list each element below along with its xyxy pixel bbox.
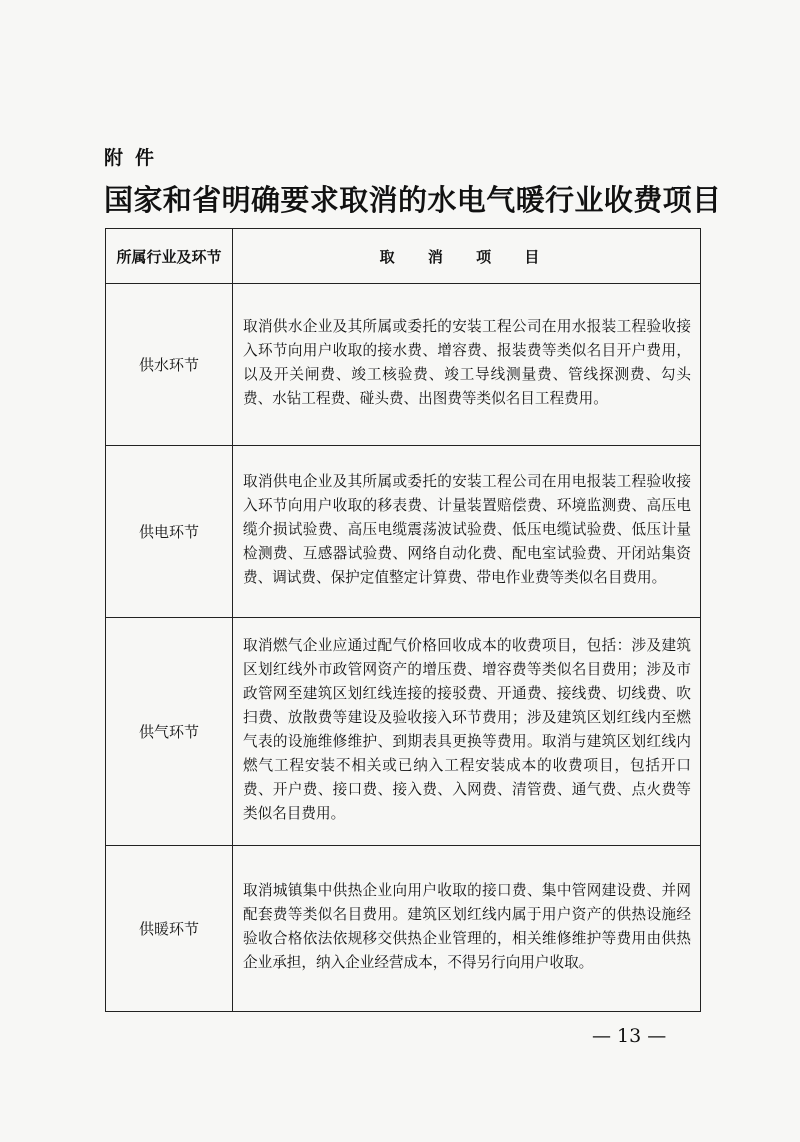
- header-items-label: 取 消 项 目: [379, 247, 554, 266]
- page-number: — 13 —: [592, 1025, 667, 1047]
- attachment-label: 附件: [104, 147, 167, 169]
- fee-items-table: [105, 228, 701, 1012]
- table-row-heating: [106, 846, 701, 1012]
- items-cell: 取消供水企业及其所属或委托的安装工程公司在用水报装工程验收接入环节向用户收取的接水费、增容费、报装费等类似名目开户费用，以及开关闸费、竣工核验费、竣工导线测量费、管线探测费、勾头费、水钻工程费、碰头费、出图费等类似名目工程费用。: [233, 284, 701, 446]
- category-cell: 供暖环节: [106, 846, 233, 1012]
- table-row-water: [106, 284, 701, 446]
- category-cell: 供电环节: [106, 446, 233, 618]
- category-cell: 供水环节: [106, 284, 233, 446]
- table-row-gas: [106, 618, 701, 846]
- document-title: 国家和省明确要求取消的水电气暖行业收费项目: [104, 183, 722, 217]
- table-row-electricity: [106, 446, 701, 618]
- items-cell: 取消供电企业及其所属或委托的安装工程公司在用电报装工程验收接入环节向用户收取的移表费、计量装置赔偿费、环境监测费、高压电缆介损试验费、高压电缆震荡波试验费、低压电缆试验费、低压计量检测费、互感器试验费、网络自动化费、配电室试验费、开闭站集资费、调试费、保护定值整定计算费、带电作业费等类似名目费用。: [233, 446, 701, 618]
- header-category: 所属行业及环节: [106, 229, 233, 284]
- items-cell: 取消城镇集中供热企业向用户收取的接口费、集中管网建设费、并网配套费等类似名目费用。建筑区划红线内属于用户资产的供热设施经验收合格依法依规移交供热企业管理的，相关维修维护等费用由供热企业承担，纳入企业经营成本，不得另行向用户收取。: [233, 846, 701, 1012]
- category-cell: 供气环节: [106, 618, 233, 846]
- table-header-row: [106, 229, 701, 284]
- items-cell: 取消燃气企业应通过配气价格回收成本的收费项目，包括：涉及建筑区划红线外市政管网资产的增压费、增容费等类似名目费用；涉及市政管网至建筑区划红线连接的接驳费、开通费、接线费、切线费、吹扫费、放散费等建设及验收接入环节费用；涉及建筑区划红线内至燃气表的设施维修维护、到期表具更换等费用。取消与建筑区划红线内燃气工程安装不相关或已纳入工程安装成本的收费项目，包括开口费、开户费、接口费、接入费、入网费、清管费、通气费、点火费等类似名目费用。: [233, 618, 701, 846]
- header-items: [233, 229, 701, 284]
